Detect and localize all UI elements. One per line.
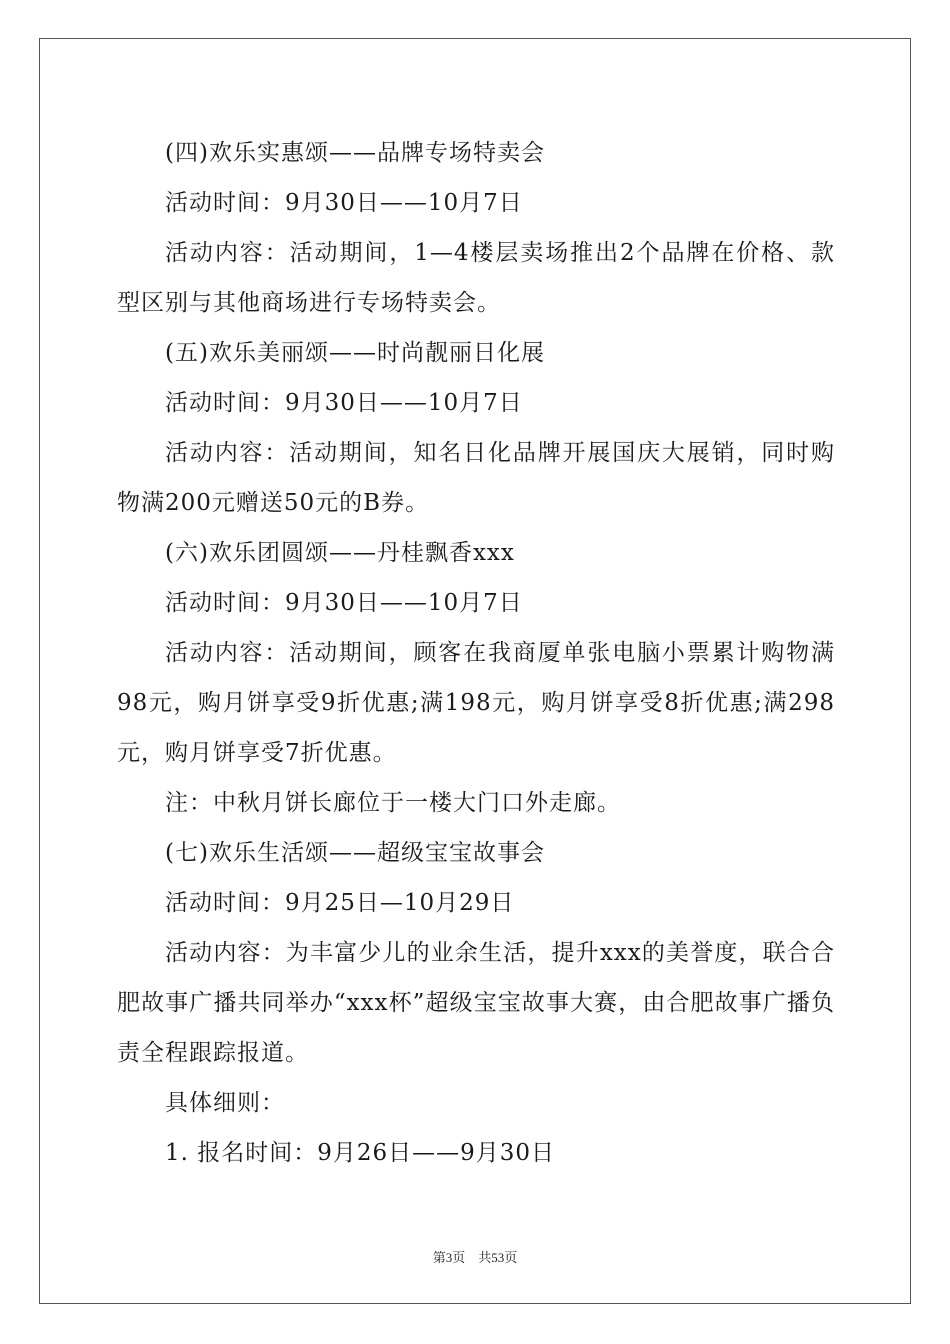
section-heading-6: (六)欢乐团圆颂——丹桂飘香xxx — [165, 540, 515, 566]
activity-content: 活动内容：活动期间，顾客在我商厦单张电脑小票累计购物满98元，购月饼享受9折优惠;满198元，购月饼享受8折优惠;满298元，购月饼享受7折优惠。 — [117, 640, 835, 766]
document-body — [117, 128, 835, 1178]
section-heading-4: (四)欢乐实惠颂——品牌专场特卖会 — [165, 140, 545, 166]
section-heading-7: (七)欢乐生活颂——超级宝宝故事会 — [165, 840, 545, 866]
activity-time: 活动时间：9月30日——10月7日 — [165, 390, 523, 416]
activity-time: 活动时间：9月30日——10月7日 — [165, 590, 523, 616]
activity-time: 活动时间：9月25日—10月29日 — [165, 890, 515, 916]
activity-time: 活动时间：9月30日——10月7日 — [165, 190, 523, 216]
activity-content: 活动内容：活动期间，知名日化品牌开展国庆大展销，同时购物满200元赠送50元的B券。 — [117, 440, 835, 516]
section-heading-5: (五)欢乐美丽颂——时尚靓丽日化展 — [165, 340, 545, 366]
note-paragraph: 注：中秋月饼长廊位于一楼大门口外走廊。 — [165, 790, 621, 816]
activity-content: 活动内容：活动期间，1—4楼层卖场推出2个品牌在价格、款型区别与其他商场进行专场特卖会。 — [117, 240, 835, 316]
details-heading: 具体细则： — [165, 1090, 285, 1116]
registration-time: 1. 报名时间：9月26日——9月30日 — [165, 1140, 556, 1166]
activity-content: 活动内容：为丰富少儿的业余生活，提升xxx的美誉度，联合合肥故事广播共同举办“xxx杯”超级宝宝故事大赛，由合肥故事广播负责全程跟踪报道。 — [117, 940, 835, 1066]
page-number-footer: 第3页 共53页 — [432, 1250, 518, 1265]
